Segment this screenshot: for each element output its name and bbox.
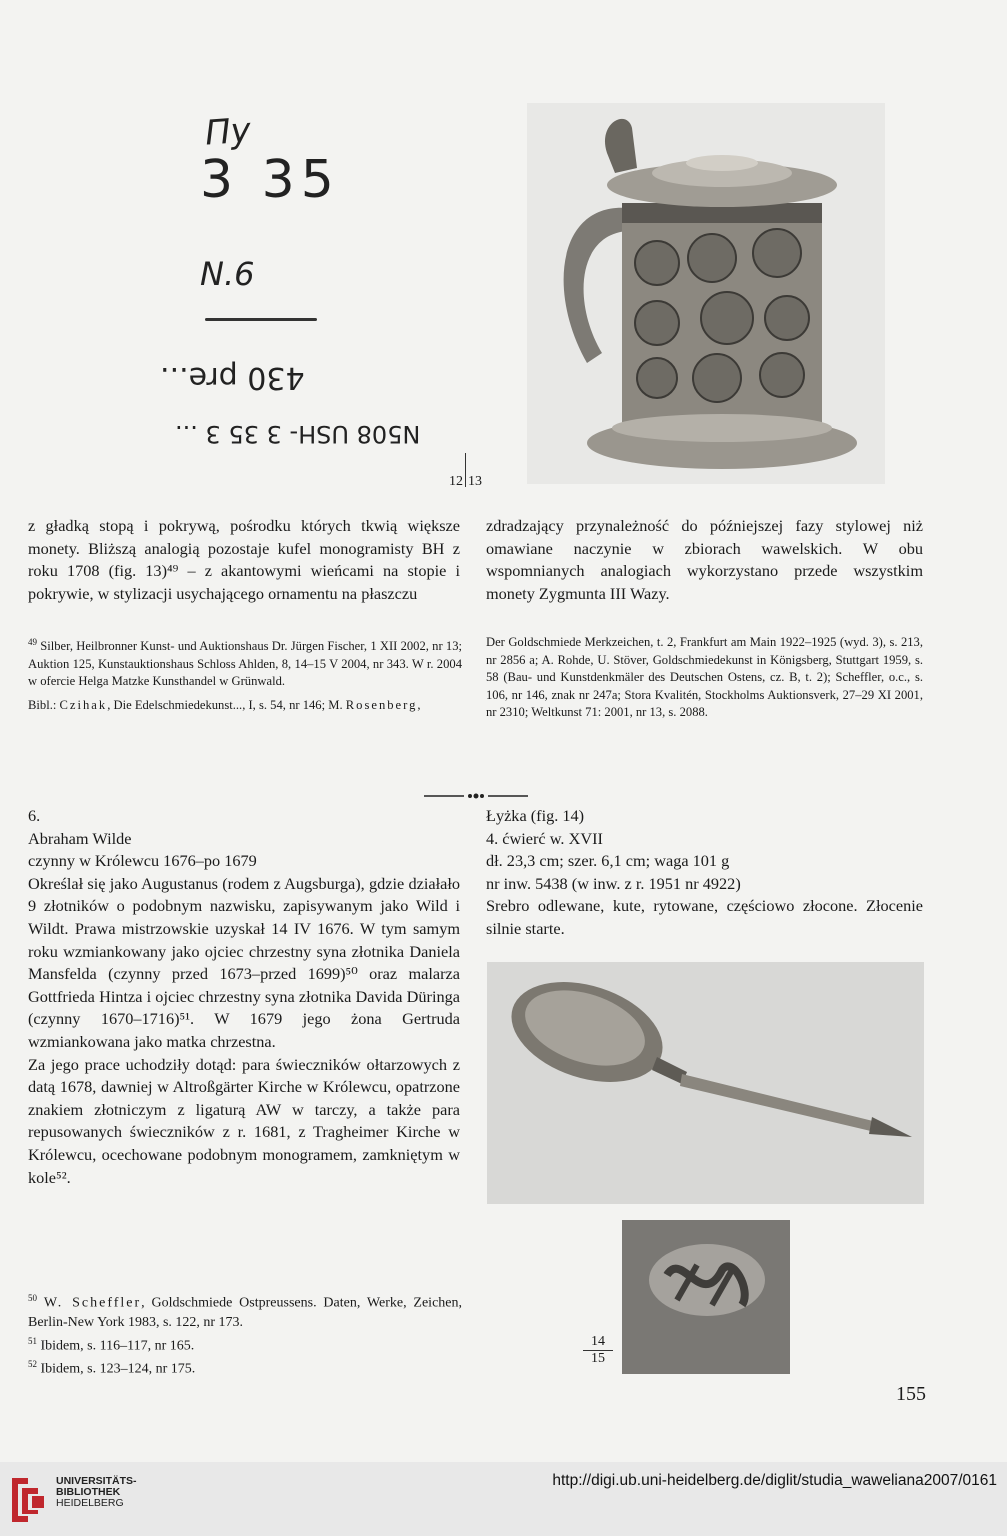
- left-column-continuation: [28, 515, 460, 605]
- footnote-50-number: 50: [28, 1293, 37, 1303]
- ornamental-divider: [424, 787, 528, 795]
- library-name-line3: HEIDELBERG: [56, 1497, 124, 1509]
- footnote-49-number: 49: [28, 637, 37, 647]
- object-description: [486, 805, 923, 941]
- handwritten-note-line1: Пу: [203, 110, 253, 154]
- object-title: Łyżka (fig. 14): [486, 806, 585, 825]
- entry-para1: Określał się jako Augustanus (rodem z Augsburga), gdzie działało 9 złotników o podobnym nazwisku, zapisywanym jako Wild i Wildt. Prawa mistrzowskie uzyskał 14 IV 1676. W tym samym roku wzmiankowany jako ojciec chrzestny syna złotnika Daniela Mansfelda (czynny przed 1673–przed 1699)⁵⁰ oraz malarza Gottfrieda Hintza i ojciec chrzestny syna złotnika Davida Düringa (czynny 1670–1716)⁵¹. W 1679 jego żona Gertruda wzmiankowana jako matka chrzestna.: [28, 873, 460, 1051]
- object-material: Srebro odlewane, kute, rytowane, częściowo złocone. Złocenie silnie starte.: [486, 896, 923, 938]
- entry-dates: czynny w Królewcu 1676–po 1679: [28, 851, 257, 871]
- handwritten-note-line5: N508 USH- 3 35 3 ...: [175, 420, 421, 448]
- entry-abraham-wilde: [28, 805, 460, 1189]
- bibl-reference: , Die Edelschmiedekunst..., I, s. 54, nr 146; M.: [107, 697, 343, 712]
- figure-label-13: 13: [468, 474, 482, 489]
- handwritten-note-line2: 3 35: [200, 150, 340, 210]
- hallmark-photo: [622, 1220, 790, 1374]
- figure-label-top: [449, 465, 482, 499]
- hallmark-image: [622, 1220, 790, 1374]
- bibl-author-czihak: Czihak: [59, 697, 108, 712]
- object-inventory: nr inw. 5438 (w inw. z r. 1951 nr 4922): [486, 873, 741, 893]
- footnote-49-text: Silber, Heilbronner Kunst- und Auktionshaus Dr. Jürgen Fischer, 1 XII 2002, nr 13; Auktion 125, Kunstauktionshaus Schloss Ahlden, 8, 14–15 V 2004, nr 343. W r. 2004 w ofercie Helga Matzke Kunsthandel w Grünwald.: [28, 639, 462, 689]
- library-name-line1: UNIVERSITÄTS-: [56, 1475, 137, 1487]
- footnote-52-number: 52: [28, 1359, 37, 1370]
- bibl-author-rosenberg: Rosenberg: [345, 697, 418, 712]
- digitization-footer: [0, 1462, 1007, 1536]
- footnote-52-text: Ibidem, s. 123–124, nr 175.: [40, 1361, 196, 1377]
- figure-label-bottom: [583, 1334, 613, 1367]
- footnote-49-continued: [486, 634, 923, 722]
- spoon-image: [487, 962, 924, 1204]
- bibl-tail: ,: [417, 697, 421, 712]
- figure-label-divider: [465, 453, 466, 487]
- library-name-line2: BIBLIOTHEK: [56, 1486, 121, 1498]
- library-logo: [8, 1474, 48, 1526]
- entry-number: 6.: [28, 806, 41, 825]
- handwritten-rule: [205, 318, 317, 321]
- entry-name: Abraham Wilde: [28, 828, 132, 848]
- figure-label-15: 15: [591, 1351, 605, 1366]
- handwritten-note-line4: 430 pre...: [160, 360, 305, 395]
- tankard-image: [527, 103, 885, 484]
- right-column-paragraph: zdradzający przynależność do późniejszej fazy stylowej niż omawiane naczynie w zbiorach wawelskich. W obu wspomnianych analogiach wykorzystano przede wszystkim monety Zygmunta III Wazy.: [486, 516, 923, 603]
- page-number: 155: [896, 1383, 926, 1405]
- footnote-right-text: Der Goldschmiede Merkzeichen, t. 2, Frankfurt am Main 1922–1925 (wyd. 3), s. 213, nr 2856 a; A. Rohde, U. Stöver, Goldschmiedekunst in Königsberg, Stuttgart 1959, s. 58 (Bau- und Kunstdenkmäler des Deutschen Ostens, cz. B, t. 2); Scheffler, o.c., s. 106, nr 146, znak nr 247a; Stora Kvalitén, Stockholms Auktionsverk, 27–29 XI 2001, nr 2310; Weltkunst 71: 2001, nr 13, s. 2088.: [486, 635, 923, 719]
- footnotes-bottom: [28, 1289, 462, 1379]
- figure-label-14: 14: [591, 1334, 605, 1349]
- figure-label-12: 12: [449, 474, 463, 489]
- library-name: [56, 1476, 137, 1509]
- object-dimensions: dł. 23,3 cm; szer. 6,1 cm; waga 101 g: [486, 851, 730, 871]
- right-column-continuation: [486, 515, 923, 605]
- object-date: 4. ćwierć w. XVII: [486, 828, 603, 848]
- handwritten-note-line3: N.6: [200, 255, 255, 293]
- entry-para2: Za jego prace uchodziły dotąd: para świeczników ołtarzowych z datą 1678, dawniej w Altroßgärter Kirche w Królewcu, opatrzone znakiem złotniczym z ligaturą AW w tarczy, a także para repusowanych świeczników z r. 1681, z Tragheimer Kirche w Królewcu, ocechowane podobnym monogramem, zamkniętym w kole⁵².: [28, 1054, 460, 1187]
- footnote-51-number: 51: [28, 1335, 37, 1346]
- left-column-paragraph: z gładką stopą i pokrywą, pośrodku których tkwią większe monety. Bliższą analogią pozostaje kufel monogramisty BH z roku 1708 (fig. 13)⁴⁹ – z akantowymi wieńcami na stopie i pokrywie, w stylizacji usychającego ornamentu na płaszczu: [28, 516, 460, 603]
- source-url-link[interactable]: http://digi.ub.uni-heidelberg.de/diglit/studia_waweliana2007/0161: [552, 1472, 997, 1489]
- footnote-50-author: W. Scheffler: [43, 1295, 142, 1311]
- library-logo-icon: [8, 1474, 48, 1526]
- bibl-label: Bibl.:: [28, 697, 57, 712]
- footnote-49: [28, 634, 462, 714]
- tankard-photo: [527, 103, 885, 484]
- spoon-photo: [487, 962, 924, 1204]
- footnote-51-text: Ibidem, s. 116–117, nr 165.: [40, 1338, 195, 1354]
- footnote-50-text: , Goldschmiede Ostpreussens. Daten, Werke, Zeichen, Berlin-New York 1983, s. 122, nr 173.: [28, 1295, 463, 1330]
